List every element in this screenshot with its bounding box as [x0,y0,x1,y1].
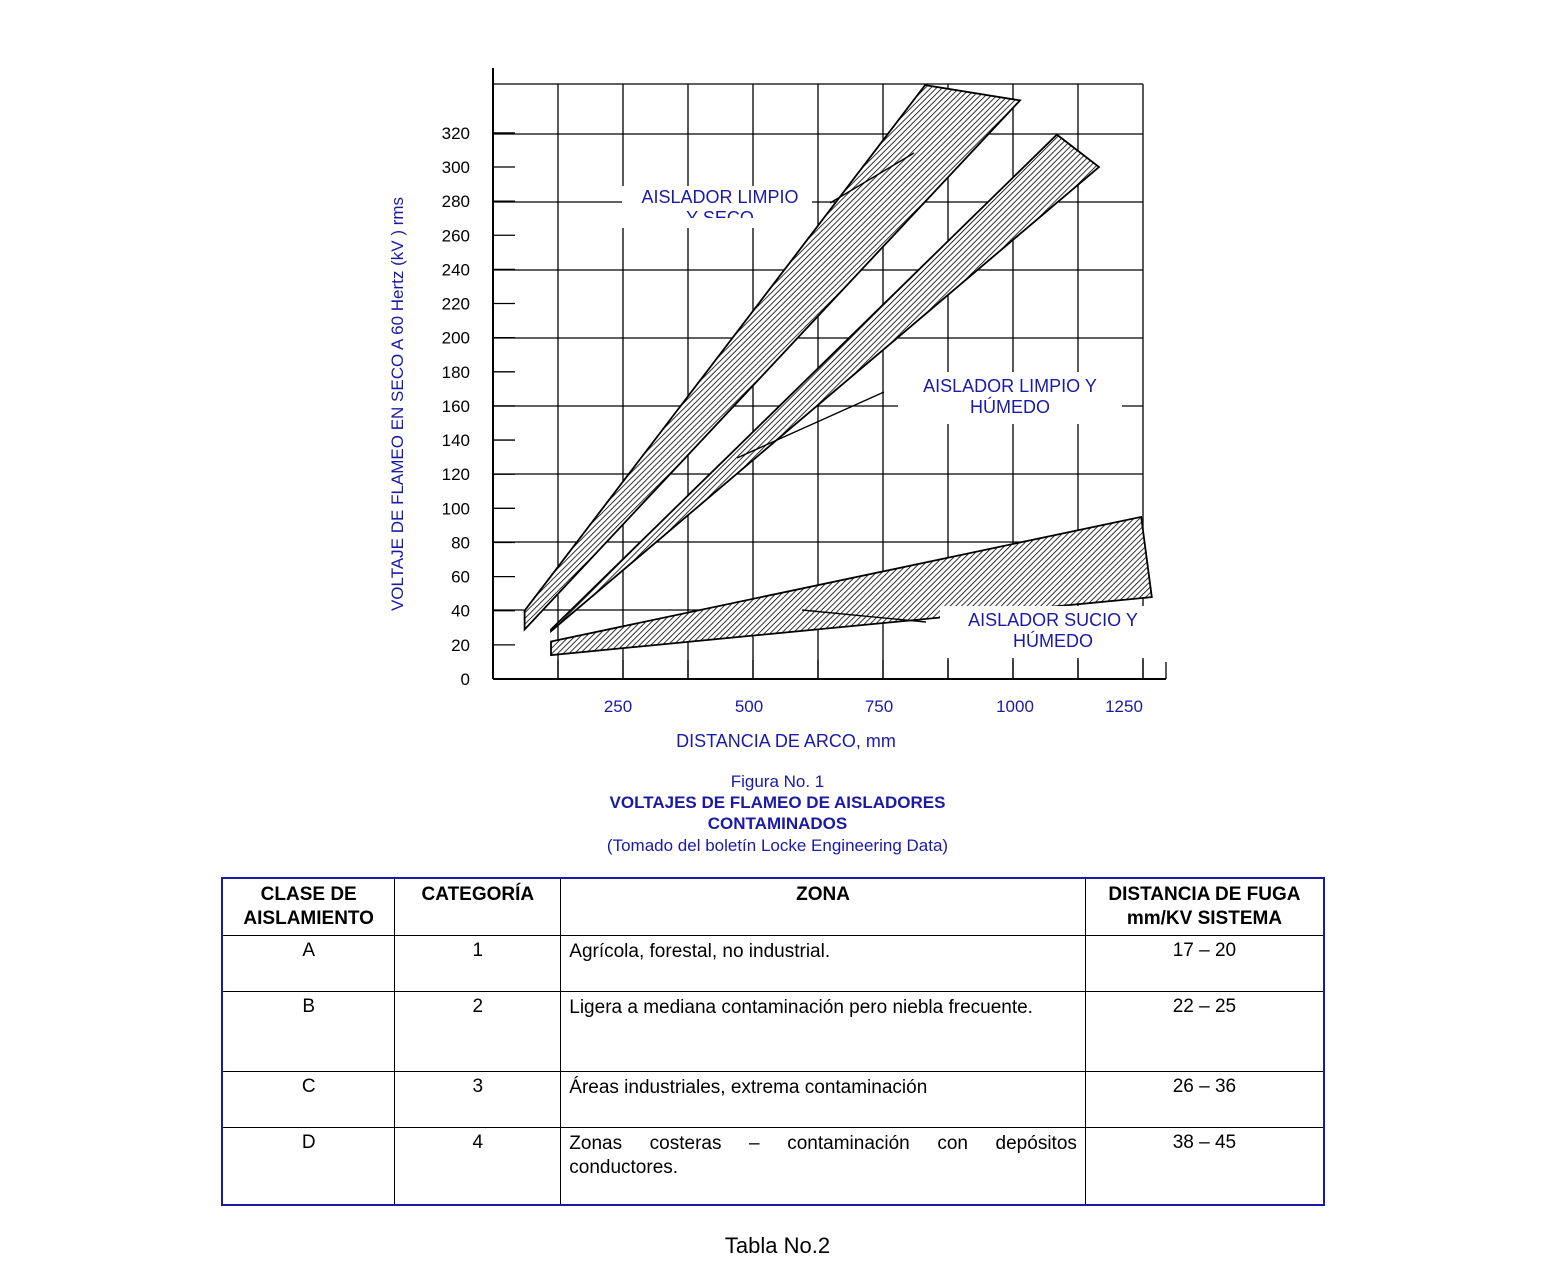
y-tick-label: 300 [441,158,470,177]
callout-label-line2: HÚMEDO [970,397,1050,417]
y-tick-label: 320 [441,123,470,143]
cell-clase: A [222,936,395,992]
callout-clip [622,218,812,228]
cell-zona: Agrícola, forestal, no industrial. [561,936,1086,992]
figure-source: (Tomado del boletín Locke Engineering Data) [606,836,949,855]
y-tick-label: 180 [441,362,470,382]
y-tick-label: 200 [441,328,470,348]
y-tick-label: 120 [441,465,470,485]
header-clase [222,878,395,936]
y-tick-label: 40 [451,601,470,621]
y-tick-labels [442,124,515,689]
y-tick-label: 280 [441,192,470,212]
y-tick-label: 140 [441,431,470,451]
header-clase-line2: AISLAMIENTO [243,908,374,929]
series-band-1 [525,85,1020,629]
x-tick-label: 750 [864,697,894,716]
table-row [222,936,1324,992]
cell-zona: Ligera a mediana contaminación pero niebla frecuente. [561,992,1086,1072]
cell-categoria: 4 [395,1128,561,1205]
table-header-row [222,878,1324,936]
cell-categoria: 1 [395,936,561,992]
y-tick-label: 80 [451,533,470,553]
cell-distancia: 17 – 20 [1085,936,1324,992]
cell-zona: Áreas industriales, extrema contaminación [561,1072,1086,1128]
y-tick-label: 20 [451,635,470,655]
figure-title-line1: VOLTAJES DE FLAMEO DE AISLADORES [609,793,946,812]
x-tick-label: 250 [603,697,633,716]
y-tick-label: 220 [441,294,470,314]
insulation-class-table [221,877,1325,1206]
figure-title-line2: CONTAMINADOS [707,814,848,833]
table-caption: Tabla No.2 [724,1233,831,1258]
callout-label-line1: AISLADOR LIMPIO [641,187,799,207]
cell-categoria: 3 [395,1072,561,1128]
header-distancia-line2: mm/KV SISTEMA [1126,908,1283,929]
callout-label-line1: AISLADOR LIMPIO Y [923,376,1097,396]
table-row [222,1128,1324,1205]
cell-distancia: 22 – 25 [1085,992,1324,1072]
cell-clase: C [222,1072,395,1128]
header-distancia [1085,878,1324,936]
table-row [222,1072,1324,1128]
cell-distancia: 38 – 45 [1085,1128,1324,1205]
y-tick-label: 60 [451,567,470,587]
y-axis-title: VOLTAJE DE FLAMEO EN SECO A 60 Hertz (kV ) rms [388,196,407,612]
header-distancia-line1: DISTANCIA DE FUGA [1108,884,1301,905]
callout-label-line1: AISLADOR SUCIO Y [968,610,1138,630]
x-axis-title: DISTANCIA DE ARCO, mm [676,731,896,751]
y-tick-label: 100 [441,499,470,519]
x-tick-label: 500 [734,697,764,716]
table-row [222,992,1324,1072]
header-zona: ZONA [561,878,1086,936]
y-tick-label: 0 [460,670,470,689]
y-tick-label: 240 [441,260,470,280]
y-tick-label: 260 [441,226,470,246]
header-categoria: CATEGORÍA [395,878,561,936]
cell-clase: D [222,1128,395,1205]
cell-categoria: 2 [395,992,561,1072]
x-tick-label: 1250 [1105,697,1143,716]
chart-series [525,85,1152,655]
header-clase-line1: CLASE DE [260,884,357,905]
x-tick-labels [558,660,1166,716]
cell-zona: Zonas costeras – contaminación con depósitos conductores. [561,1128,1086,1205]
y-tick-label: 160 [441,396,470,416]
cell-distancia: 26 – 36 [1085,1072,1324,1128]
figure-number: Figura No. 1 [730,772,825,791]
callout-label-line2: HÚMEDO [1013,631,1093,651]
cell-clase: B [222,992,395,1072]
x-tick-label: 1000 [996,697,1034,716]
